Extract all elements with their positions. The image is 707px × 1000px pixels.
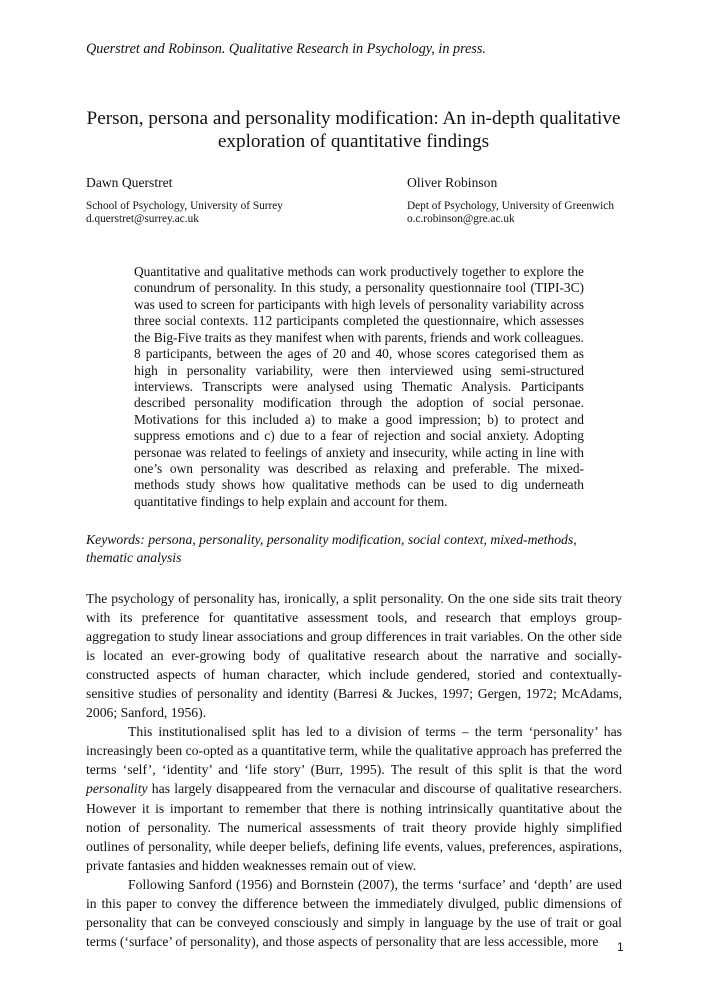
paper-title: Person, persona and personality modification: An in-depth qualitative exploration of quantitative findings — [86, 108, 621, 152]
body-text — [86, 589, 622, 951]
paragraph-2-part-1: This institutionalised split has led to a division of terms – the term ‘personality’ has increasingly been co-opted as a quantitative term, while the qualitative approach has preferred the terms ‘self’, ‘identity’ and ‘life story’ (Burr, 1995). The result of this split is that the word — [86, 724, 622, 778]
paragraph-1: The psychology of personality has, ironically, a split personality. On the one side sits trait theory with its preference for quantitative assessment tools, and research that employs group-aggregation to study linear associations and group differences in trait variables. On the other side is located an ever-growing body of qualitative research about the narrative and socially-constructed aspects of human character, which include gendered, storied and contextually-sensitive studies of personality and identity (Barresi & Juckes, 1997; Gergen, 1972; McAdams, 2006; Sanford, 1956). — [86, 591, 622, 721]
author-block-2 — [407, 175, 614, 226]
keywords: Keywords: persona, personality, personality modification, social context, mixed-methods, thematic analysis — [86, 532, 577, 565]
author-email-1: d.querstret@surrey.ac.uk — [86, 213, 199, 226]
author-name-1: Dawn Querstret — [86, 175, 173, 190]
author-affiliation-2: Dept of Psychology, University of Greenwich — [407, 200, 614, 212]
abstract: Quantitative and qualitative methods can work productively together to explore the conundrum of personality. In this study, a personality questionnaire tool (TIPI-3C) was used to screen for participants with high levels of personality variability across three social contexts. 112 participants completed the questionnaire, which assesses the Big-Five traits as they manifest when with parents, friends and work colleagues. 8 participants, between the ages of 20 and 40, whose scores categorised them as high in personality variability, were then interviewed using semi-structured interviews. Transcripts were analysed using Thematic Analysis. Participants described personality modification through the adoption of social personae. Motivations for this included a) to make a good impression; b) to protect and suppress emotions and c) due to a fear of rejection and social anxiety. Adopting personae was related to feelings of anxiety and insecurity, while acting in line with one’s own personality was described as relaxing and preferable. The mixed-methods study shows how qualitative methods can be used to dig underneath quantitative findings to help explain and account for them. — [134, 264, 584, 509]
author-email-2: o.c.robinson@gre.ac.uk — [407, 213, 515, 226]
paragraph-3: Following Sanford (1956) and Bornstein (2007), the terms ‘surface’ and ‘depth’ are used in this paper to convey the difference between the immediately divulged, public dimensions of personality that can be conveyed consciously and simply in language by the use of trait or goal terms (‘surface’ of personality), and those aspects of personality that are less accessible, more — [86, 876, 622, 949]
page-number: 1 — [617, 940, 624, 954]
paragraph-2-italic-term: personality — [86, 781, 148, 797]
author-affiliation-1: School of Psychology, University of Surrey — [86, 200, 283, 212]
author-name-2: Oliver Robinson — [407, 175, 498, 190]
author-block-1 — [86, 175, 283, 226]
paragraph-2 — [86, 722, 622, 874]
paragraph-2-part-2: has largely disappeared from the vernacular and discourse of qualitative researchers. However it is important to remember that there is nothing intrinsically quantitative about the notion of personality. The numerical assessments of trait theory provide highly simplified outlines of personality, while deeper beliefs, defining life events, values, preferences, aspirations, private fantasies and hidden weaknesses remain out of view. — [86, 781, 622, 873]
running-header: Querstret and Robinson. Qualitative Research in Psychology, in press. — [86, 41, 486, 57]
